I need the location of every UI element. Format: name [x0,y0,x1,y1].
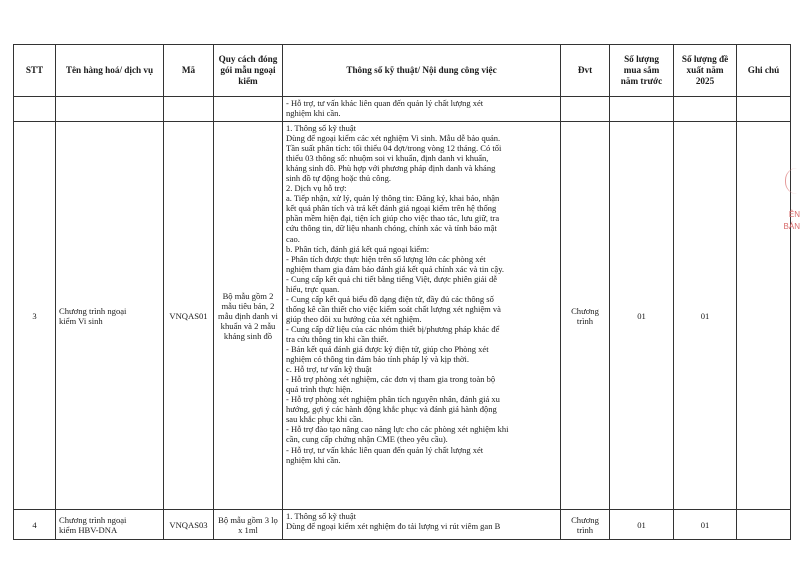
header-prev-line: năm trước [620,76,663,87]
spec-line: - Cung cấp kết quả biểu đồ dạng điện tử, đầy đủ các thông số [286,293,494,304]
header-package [214,45,283,97]
name-line: Chương trình ngoại [59,305,127,316]
header-prop-line: 2025 [695,76,715,87]
spec-line: kháng sinh đồ. Phù hợp với phương pháp định danh và kháng [286,163,496,174]
package-line: kháng sinh đồ [223,330,273,341]
cell-prev-qty: 01 [610,510,674,540]
spec-line: tra cứu thông tin khi cần thiết. [286,333,389,344]
spec-line: 2. Dịch vụ hỗ trợ: [286,183,347,194]
header-package-line: kiểm [238,76,258,87]
header-row [14,45,791,97]
spec-line: - Cung cấp dữ liệu của các nhóm thiết bị/phương pháp khác để [286,323,500,334]
cell-package [214,97,283,122]
spec-line: - Hỗ trợ đào tạo nâng cao năng lực cho các phòng xét nghiệm khi [286,424,509,435]
spec-line: nghiệm khi cần. [286,454,341,465]
spec-line: nghiệm có thông tin đảm bảo tính pháp lý và kịp thời. [286,354,469,365]
header-prev-line: mua sắm [623,64,660,75]
stamp-edge [785,168,800,194]
cell-name [56,97,164,122]
spec-line: Dùng để ngoại kiểm xét nghiệm đo tải lượng vi rút viêm gan B [286,521,501,532]
package-line: Bộ mẫu gồm 3 lọ [218,514,278,525]
cell-stt [14,97,56,122]
header-prop-line: xuất năm [686,64,724,75]
spec-line: hiểu, trực quan. [286,283,340,294]
spec-line: 1. Thông số kỹ thuật [286,511,356,521]
cell-prev-qty: 01 [610,122,674,510]
spec-line: sau khắc phục khi cần. [286,414,364,425]
spec-line: - Hỗ trợ phòng xét nghiệm phân tích nguyên nhân, đánh giá xu [286,394,500,405]
header-package-line: gói mẫu ngoại [220,64,276,75]
side-text: ÊN [788,210,800,219]
cell-code: VNQAS03 [164,510,214,540]
spec-line: - Hỗ trợ phòng xét nghiệm, các đơn vị tham gia trong toàn bộ [286,374,496,385]
spec-line: giúp theo dõi xu hướng của xét nghiệm. [286,313,422,324]
name-line: kiểm HBV-DNA [59,524,118,535]
spec-line: 1. Thông số kỹ thuật [286,123,356,133]
header-note: Ghi chú [737,45,791,97]
header-prev-qty [610,45,674,97]
header-name: Tên hàng hoá/ dịch vụ [56,45,164,97]
cell-package [214,510,283,540]
side-text: BÁN [783,222,800,231]
cell-stt: 3 [14,122,56,510]
cell-name [56,122,164,510]
table-row [14,97,791,122]
cell-unit [561,510,610,540]
header-code: Mã [164,45,214,97]
header-prop-line: Số lượng đề [681,53,729,64]
cell-spec [283,97,561,122]
spec-line: sinh đồ tự động hoặc thủ công. [286,173,391,184]
unit-line: Chương [571,305,599,316]
table-row [14,510,791,540]
table-row [14,122,791,510]
spec-line: a. Tiếp nhận, xử lý, quản lý thông tin: Đăng ký, khai báo, nhận [286,193,500,204]
spec-line: - Hỗ trợ, tư vấn khác liên quan đến quản lý chất lượng xét [286,98,484,108]
header-stt: STT [14,45,56,97]
spec-line: nghiệm tham gia đảm bảo đánh giá kết quả chính xác và tin cậy. [286,263,505,274]
spec-line: quá trình thực hiện. [286,384,353,395]
cell-unit [561,122,610,510]
spec-line: - Bản kết quả đánh giá được ký điện tử, giúp cho Phòng xét [286,344,489,355]
spec-line: Dùng để ngoại kiểm các xét nghiệm Vi sinh. Mẫu dễ bảo quản. [286,133,501,144]
cell-code: VNQAS01 [164,122,214,510]
cell-proposed-qty [674,97,737,122]
spec-line: b. Phân tích, đánh giá kết quả ngoại kiểm: [286,243,430,254]
unit-line: trình [576,315,594,326]
cell-code [164,97,214,122]
spec-line: phần mềm hiện đại, tiện ích giúp cho việc thao tác, lưu giữ, tra [286,213,500,224]
spec-line: hướng, gợi ý các hành động khắc phục và đánh giá hành động [286,404,497,415]
cell-stt: 4 [14,510,56,540]
spec-line: - Phân tích được thực hiện trên số lượng lớn các phòng xét [286,253,486,264]
header-spec: Thông số kỹ thuật/ Nội dung công việc [283,45,561,97]
name-line: kiểm Vi sinh [59,315,103,326]
cell-unit [561,97,610,122]
header-package-line: Quy cách đóng [218,53,278,64]
spec-line: thống kê cần thiết cho việc kiểm soát chất lượng xét nghiệm và [286,303,501,314]
spec-line: - Hỗ trợ, tư vấn khác liên quan đến quản lý chất lượng xét [286,444,484,455]
cell-note [737,97,791,122]
spec-line: cao. [286,233,300,244]
cell-prev-qty [610,97,674,122]
cell-package [214,122,283,510]
spec-line: c. Hỗ trợ, tư vấn kỹ thuật [286,364,372,375]
spec-line: Tần suất phân tích: tối thiểu 04 đợt/trong vòng 12 tháng. Có tối [286,143,502,154]
spec-line: nghiệm khi cần. [286,108,341,119]
header-proposed-qty [674,45,737,97]
unit-line: trình [576,524,594,535]
header-prev-line: Số lượng [624,53,659,64]
cell-proposed-qty: 01 [674,122,737,510]
cell-name [56,510,164,540]
cell-spec [283,122,561,510]
cell-note [737,122,791,510]
header-unit: Đvt [561,45,610,97]
spec-line: - Cung cấp kết quả chi tiết bằng tiếng Việt, được phiên giải dễ [286,273,497,284]
package-line: mẫu tiêu bản, 2 [221,300,275,311]
cell-spec [283,510,561,540]
procurement-table [13,44,791,540]
spec-line: cứu thông tin, dữ liệu nhanh chóng, chính xác và tính bảo mật [286,223,497,234]
spec-line: cần, cung cấp chứng nhận CME (theo yêu cầu). [286,434,448,445]
spec-line: kết quả phân tích và trả kết đánh giá ngoại kiểm trên hệ thống [286,203,497,214]
cell-proposed-qty: 01 [674,510,737,540]
package-line: khuẩn và 2 mẫu [220,320,276,331]
name-line: Chương trình ngoại [59,514,127,525]
package-line: x 1ml [238,524,258,535]
package-line: Bộ mẫu gồm 2 [222,290,274,301]
cell-note [737,510,791,540]
package-line: mẫu định danh vi [218,310,278,321]
spec-line: thiểu 03 thông số: nhuộm soi vi khuẩn, định danh vi khuẩn, [286,153,489,164]
unit-line: Chương [571,514,599,525]
